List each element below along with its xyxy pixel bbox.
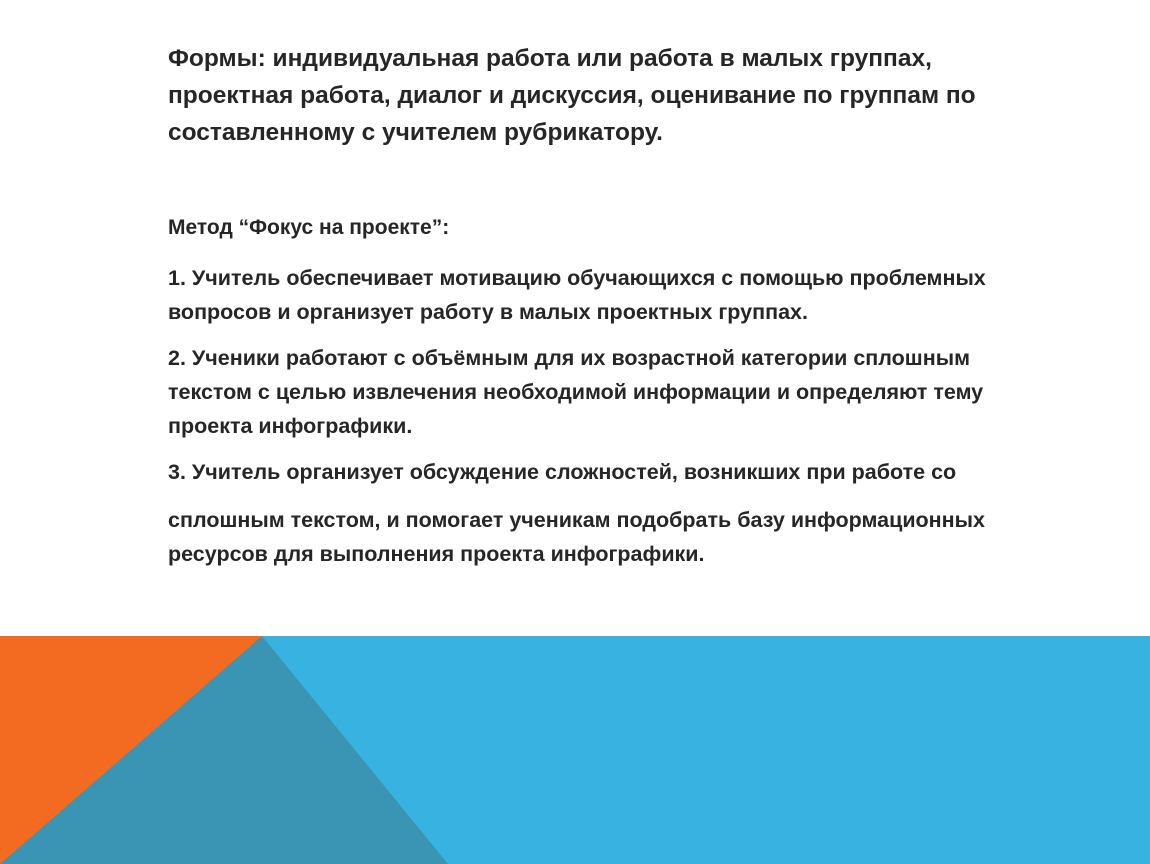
paragraph-1: 1. Учитель обеспечивает мотивацию обучающихся с помощью проблемных вопросов и организует работу в малых проектных группах.: [168, 266, 986, 324]
paragraph-3: 3. Учитель организует обсуждение сложностей, возникших при работе со: [168, 460, 957, 484]
intro-text: Формы: индивидуальная работа или работа в малых группах, проектная работа, диалог и дискуссия, оценивание по группам по составленному с учителем рубрикатору.: [168, 45, 976, 146]
slide-content: [168, 40, 1048, 571]
paragraph-2: 2. Ученики работают с объёмным для их возрастной категории сплошным текстом с целью извлечения необходимой информации и определяют тему проекта инфографики.: [168, 346, 984, 438]
paragraph-4: сплошным текстом, и помогает ученикам подобрать базу информационных ресурсов для выполнения проекта инфографики.: [168, 508, 985, 566]
method-title: Метод “Фокус на проекте”:: [168, 216, 450, 239]
